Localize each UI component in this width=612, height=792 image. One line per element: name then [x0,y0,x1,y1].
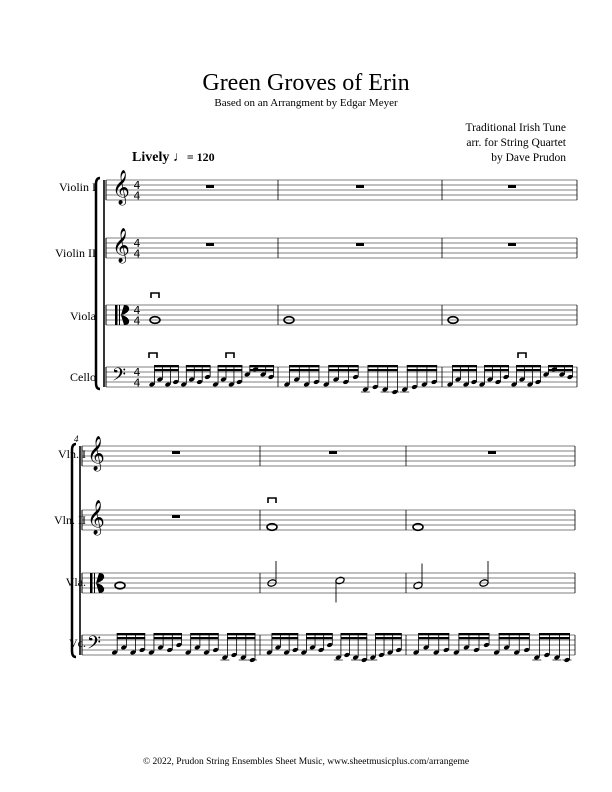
time-signature-numerator: 4 [133,366,141,379]
note-beam [452,365,477,367]
time-signature-numerator: 4 [133,304,141,317]
score-title: Green Groves of Erin [202,70,410,96]
barlines [80,180,577,655]
note-beam [190,633,218,635]
quarter-note-icon: ♩ [172,150,187,165]
note-beam [249,369,274,371]
whole-note [413,524,423,531]
time-signature-denominator: 4 [133,376,141,390]
instrument-label: Vc. [69,636,86,650]
alto-clef-icon [119,305,120,325]
note-beam [289,369,319,371]
score-subtitle: Based on an Arrangment by Edgar Meyer [214,97,398,109]
note-beam [548,365,573,367]
half-note [413,581,423,590]
instrument-label: Vla. [65,575,86,589]
alto-clef-icon [94,573,95,593]
note-beam [328,365,358,367]
staff-lines [82,180,577,655]
instrument-label: Cello [70,370,96,384]
time-signature-denominator: 4 [133,314,141,328]
alto-clef-icon [90,573,93,593]
credit-line: arr. for String Quartet [466,137,566,149]
treble-clef-icon: 𝄞 [112,228,130,263]
note-beam [117,633,145,635]
note-beam [458,633,489,635]
whole-rest [206,185,214,188]
time-signature-denominator: 4 [133,189,141,203]
note-beam [418,633,449,635]
bass-clef-icon: 𝄢 [111,365,127,390]
note-beam [306,633,333,635]
system-bracket [72,444,76,657]
whole-rest [508,185,516,188]
treble-clef-icon: 𝄞 [87,436,105,471]
notation-marks [72,170,573,663]
measure-number: 4 [74,434,79,444]
note-beam [452,369,477,371]
note-beam [154,633,182,635]
instrument-label: Violin I [59,180,96,194]
note-beam [227,637,255,639]
note-beam [539,633,570,635]
note-beam [539,637,570,639]
tempo-bpm: = 120 [186,150,215,164]
note-beam [375,633,402,635]
time-signature-numerator: 4 [133,179,141,192]
note-beam [516,365,541,367]
note-beam [368,365,398,367]
time-signature-numerator: 4 [133,237,141,250]
down-bow-mark [226,353,234,358]
treble-clef-icon: 𝄞 [112,170,130,205]
whole-rest [172,451,180,454]
note-beam [548,369,573,371]
note-beam [341,637,368,639]
note-beam [218,365,243,367]
note-beam [458,637,489,639]
note-beam [499,633,530,635]
note-beam [499,637,530,639]
bass-clef-icon: 𝄢 [86,633,102,658]
note-beam [484,369,509,371]
whole-rest [329,451,337,454]
note-beam [272,633,299,635]
note-beam [516,369,541,371]
system-bracket [96,178,100,389]
note-beam [306,637,333,639]
down-bow-mark [151,293,159,298]
half-note [335,576,345,585]
note-beam [154,369,179,371]
note-beam [341,633,368,635]
note-beam [407,365,437,367]
tempo-word: Lively [132,150,170,165]
note-beam [227,633,255,635]
note-beam [190,637,218,639]
instrument-label: Vln. I [58,447,86,461]
note-beam [154,365,179,367]
whole-rest [172,515,180,518]
whole-rest [206,243,214,246]
alto-clef-icon [115,305,118,325]
note-beam [186,369,211,371]
down-bow-mark [268,498,276,503]
note-beam [368,369,398,371]
credit-line: by Dave Prudon [491,152,566,164]
instrument-label: Viola [70,309,96,323]
credit-line: Traditional Irish Tune [465,122,566,134]
whole-note [267,524,277,531]
note-beam [186,365,211,367]
treble-clef-icon: 𝄞 [87,500,105,535]
note-beam [328,369,358,371]
note-beam [418,637,449,639]
note-beam [249,365,274,367]
note-beam [272,637,299,639]
note-beam [484,365,509,367]
whole-rest [356,185,364,188]
note-beam [375,637,402,639]
whole-rest [488,451,496,454]
down-bow-mark [149,353,157,358]
down-bow-mark [518,353,526,358]
whole-rest [356,243,364,246]
copyright-footer: © 2022, Prudon String Ensembles Sheet Music, www.sheetmusicplus.com/arrangeme [142,757,470,767]
whole-rest [508,243,516,246]
note-beam [154,637,182,639]
note-beam [289,365,319,367]
time-signature-denominator: 4 [133,247,141,261]
note-beam [117,637,145,639]
instrument-label: Vln. II [54,513,86,527]
note-beam [218,369,243,371]
note-beam [407,369,437,371]
instrument-label: Violin II [55,246,96,260]
